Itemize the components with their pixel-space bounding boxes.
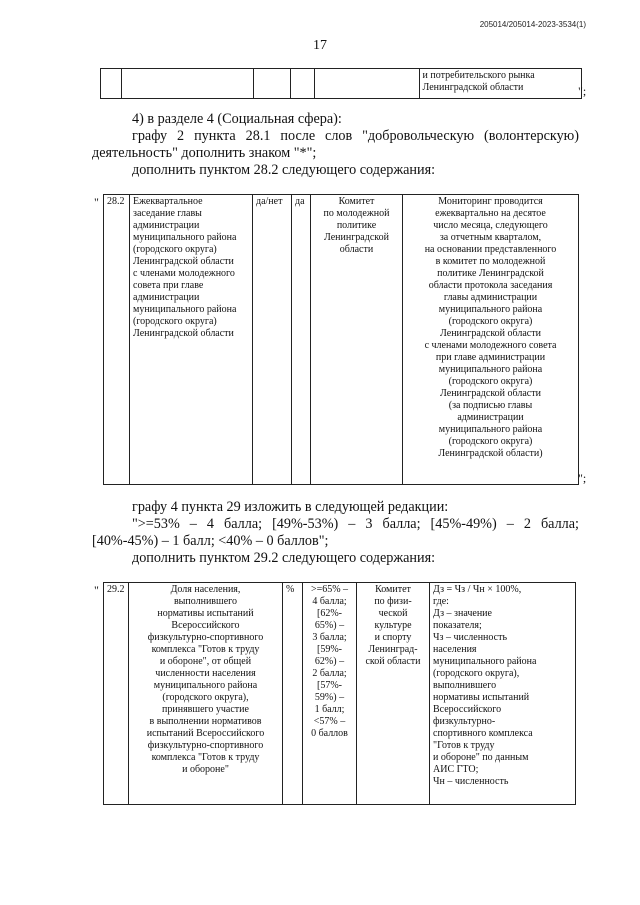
cell-line: (городского округа) — [133, 316, 217, 327]
cell-line: испытаний Всероссийского — [146, 728, 265, 739]
cell-line: 4 балла; — [312, 596, 347, 607]
cell-line: Комитет — [338, 196, 375, 207]
opening-quote: " — [94, 195, 99, 209]
cell-line: [62%- — [317, 608, 342, 619]
cell-line: 59%) – — [314, 692, 345, 703]
cell-empty — [101, 69, 122, 99]
cell-line: Ленинград- — [368, 644, 418, 655]
cell-line: с членами молодежного — [133, 268, 235, 279]
cell-line: Дз = Чз / Чн × 100%, — [433, 584, 522, 595]
cell-line: в комитет по молодежной — [435, 256, 546, 267]
paragraph-item4: 4) в разделе 4 (Социальная сфера): — [132, 111, 342, 127]
cell-line: Ленинградской области) — [438, 448, 543, 459]
cell-line: (городского округа) — [448, 436, 533, 447]
cell-line: 2 балла; — [312, 668, 347, 679]
cell-line: и обороне" — [182, 764, 229, 775]
cell-line: (городского округа), — [433, 668, 520, 679]
cell-line: ежеквартально на десятое — [435, 208, 546, 219]
cell-line: муниципального района — [133, 304, 237, 315]
cell-line: ской области — [365, 656, 421, 667]
unit: % — [283, 583, 303, 805]
indicator-name — [129, 583, 283, 805]
cell-line: и обороне", от общей — [159, 656, 252, 667]
cell-line: и обороне" по данным — [433, 752, 529, 763]
cell-line: физкультурно-спортивного — [147, 740, 264, 751]
cell-line: Ленинградской области — [133, 328, 234, 339]
page-number: 17 — [313, 38, 327, 53]
cell-line: по физи- — [374, 596, 412, 607]
cell-line: муниципального района — [153, 680, 258, 691]
cell-line: Ежеквартальное — [133, 196, 203, 207]
cell-line: культуре — [374, 620, 412, 631]
cell-line: [59%- — [317, 644, 342, 655]
cell-empty — [122, 69, 253, 99]
cell-line: (за подписью главы — [448, 400, 533, 411]
cell-line: где: — [433, 596, 449, 607]
cell-line: администрации — [133, 220, 200, 231]
cell-line: физкультурно-спортивного — [147, 632, 264, 643]
responsible — [311, 195, 403, 485]
cell-line: области — [339, 244, 374, 255]
cell-line: администрации — [457, 412, 524, 423]
cell-line: Ленинградской области — [133, 256, 234, 267]
table-29-2 — [103, 582, 576, 805]
cell-line: Дз – значение — [433, 608, 492, 619]
cell-line: в выполнении нормативов — [149, 716, 262, 727]
cell-line: при главе администрации — [435, 352, 546, 363]
cell-line: (городского округа) — [133, 244, 217, 255]
row-number: 28.2 — [104, 195, 130, 485]
unit: да/нет — [253, 195, 292, 485]
method — [403, 195, 579, 485]
cell-line: нормативы испытаний — [433, 692, 530, 703]
cell-line: заседание главы — [133, 208, 202, 219]
paragraph-add-29-2: дополнить пунктом 29.2 следующего содержания: — [132, 550, 436, 566]
target-value: да — [292, 195, 311, 485]
cell-line: Всероссийского — [171, 620, 240, 631]
cell-line: >=65% – — [310, 584, 349, 595]
cell-line: администрации — [133, 292, 200, 303]
cell-line: с членами молодежного совета — [424, 340, 557, 351]
closing-quote: "; — [578, 84, 587, 98]
closing-quote: "; — [578, 471, 587, 485]
paragraph-add-28-2: дополнить пунктом 28.2 следующего содержания: — [132, 162, 436, 178]
cell-line: 0 баллов — [311, 728, 348, 739]
cell-line: (городского округа), — [162, 692, 249, 703]
cell-line: и потребительского рынка — [422, 70, 535, 81]
table-28-2 — [103, 194, 579, 485]
cell-line: показателя; — [433, 620, 482, 631]
method — [430, 583, 576, 805]
cell-responsible — [419, 69, 582, 99]
cell-line: ческой — [378, 608, 408, 619]
cell-line: Ленинградской — [324, 232, 389, 243]
cell-line: спортивного комплекса — [433, 728, 533, 739]
cell-line: за отчетным кварталом, — [439, 232, 542, 243]
cell-line: комплекса "Готов к труду — [151, 752, 260, 763]
cell-line: 65%) – — [314, 620, 345, 631]
cell-line: число месяца, следующего — [433, 220, 548, 231]
cell-line: Мониторинг проводится — [438, 196, 543, 207]
paragraph-scale-line2: [40%-45%) – 1 балл; <40% – 0 баллов"; — [92, 533, 329, 549]
cell-line: Чн – численность — [433, 776, 509, 787]
cell-empty — [314, 69, 419, 99]
cell-line: Ленинградской области — [422, 82, 524, 93]
cell-line: принявшего участие — [162, 704, 249, 715]
cell-line: 3 балла; — [312, 632, 347, 643]
cell-line: по молодежной — [323, 208, 390, 219]
cell-line: АИС ГТО; — [433, 764, 479, 775]
opening-quote: " — [94, 583, 99, 597]
cell-line: политике Ленинградской — [437, 268, 544, 279]
table-continuation — [100, 68, 582, 99]
cell-line: выполнившего — [433, 680, 497, 691]
cell-empty — [253, 69, 290, 99]
paragraph-graph2-line1: графу 2 пункта 28.1 после слов "добровольческую (волонтерскую) — [132, 128, 579, 144]
cell-line: нормативы испытаний — [157, 608, 254, 619]
cell-line: 1 балл; — [314, 704, 345, 715]
cell-line: "Готов к труду — [433, 740, 495, 751]
cell-line: Чз – численность — [433, 632, 508, 643]
cell-line: главы администрации — [443, 292, 538, 303]
responsible — [357, 583, 430, 805]
cell-line: муниципального района — [438, 364, 543, 375]
cell-line: муниципального района — [438, 424, 543, 435]
cell-line: численности населения — [155, 668, 256, 679]
score-scale — [303, 583, 357, 805]
paragraph-graph4: графу 4 пункта 29 изложить в следующей редакции: — [132, 499, 449, 515]
paragraph-graph2-line2: деятельность" дополнить знаком "*"; — [92, 145, 317, 161]
cell-line: комплекса "Готов к труду — [151, 644, 260, 655]
row-number: 29.2 — [104, 583, 129, 805]
cell-line: выполнившего — [173, 596, 238, 607]
cell-line: Доля населения, — [170, 584, 241, 595]
cell-line: (городского округа) — [448, 316, 533, 327]
cell-line: политике — [336, 220, 377, 231]
document-id: 205014/205014-2023-3534(1) — [479, 20, 586, 29]
cell-line: Комитет — [375, 584, 411, 595]
cell-line: <57% – — [313, 716, 346, 727]
cell-line: муниципального района — [433, 656, 537, 667]
cell-line: населения — [433, 644, 477, 655]
cell-line: Всероссийского — [433, 704, 502, 715]
cell-line: Ленинградской области — [440, 328, 541, 339]
cell-empty — [291, 69, 315, 99]
cell-line: муниципального района — [133, 232, 237, 243]
indicator-name — [130, 195, 253, 485]
cell-line: Ленинградской области — [440, 388, 541, 399]
cell-line: физкультурно- — [433, 716, 496, 727]
paragraph-scale-line1: ">=53% – 4 балла; [49%-53%) – 3 балла; [45%-49%) – 2 балла; — [132, 516, 579, 532]
cell-line: и спорту — [374, 632, 412, 643]
cell-line: области протокола заседания — [428, 280, 553, 291]
cell-line: муниципального района — [438, 304, 543, 315]
cell-line: [57%- — [317, 680, 342, 691]
cell-line: 62%) – — [314, 656, 345, 667]
cell-line: совета при главе — [133, 280, 204, 291]
cell-line: (городского округа) — [448, 376, 533, 387]
cell-line: на основании представленного — [424, 244, 557, 255]
